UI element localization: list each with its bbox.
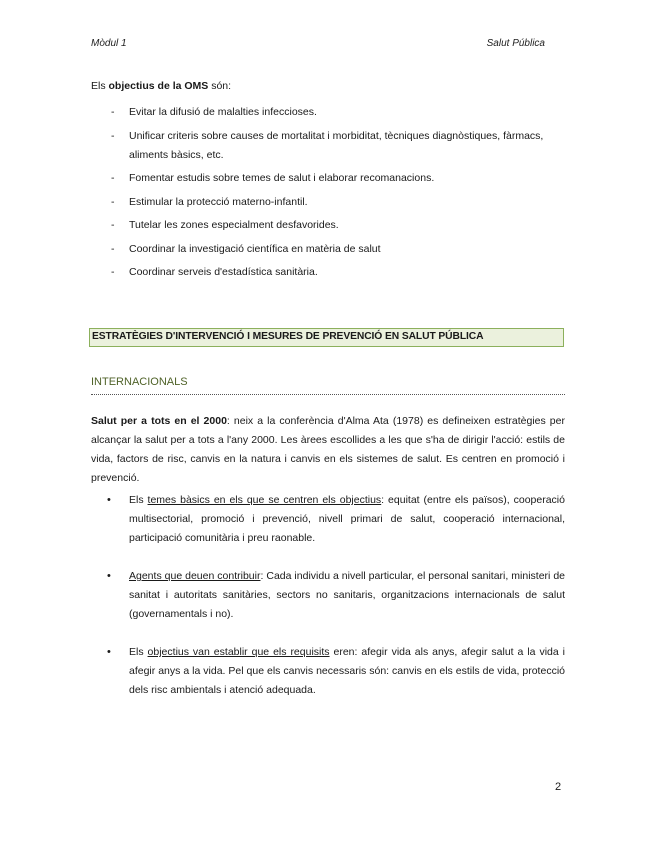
list-item-text: Fomentar estudis sobre temes de salut i elaborar recomanacions. (129, 172, 435, 184)
list-item (91, 216, 565, 235)
paragraph-bold: Salut per a tots en el 2000 (91, 415, 227, 427)
intro-bold: objectius de la OMS (108, 80, 209, 92)
bullet-pre: Els (129, 646, 148, 658)
paragraph (91, 412, 565, 488)
bullet-underlined: objectius van establir que els requisits (147, 646, 330, 658)
bullet-post: : equitat (entre els països), cooperació multisectorial, promoció i prevenció, nivell primari de salut, cooperació internacional, participació comunitària i preu raonable. (129, 494, 565, 544)
dash-marker: - (111, 106, 115, 118)
bullet-item (91, 567, 565, 624)
bullet-item (91, 643, 565, 700)
intro-prefix: Els (91, 80, 109, 92)
header-module: Mòdul 1 (91, 38, 127, 49)
objectives-list (91, 103, 565, 287)
bullet-underlined: temes bàsics en els que se centren els objectius (147, 494, 382, 506)
bullet-list (91, 491, 565, 719)
paragraph-text: : neix a la conferència d'Alma Ata (1978) es defineixen estratègies per alcançar la salut per a tots a l'any 2000. Les àrees escollides a les que s'ha de dirigir l'acció: estils de vida, factors de risc, canvis en la natura i canvis en els sistemes de salut. Es centren en promoció i prevenció. (91, 415, 565, 484)
list-item-text: Coordinar la investigació científica en matèria de salut (129, 242, 381, 255)
page-header (91, 38, 545, 49)
bullet-post: eren: afegir vida als anys, afegir salut a la vida i afegir anys a la vida. Pel que els canvis necessaris són: canvis en els estils de vida, protecció dels risc ambientals i atenció adequada. (129, 646, 565, 696)
section-title: ESTRATÈGIES D'INTERVENCIÓ I MESURES DE PREVENCIÓ EN SALUT PÚBLICA (89, 328, 564, 347)
bullet-marker: • (107, 646, 111, 658)
bullet-marker: • (107, 570, 111, 582)
list-item (91, 193, 565, 212)
sub-heading: INTERNACIONALS (91, 376, 565, 395)
list-item (91, 240, 565, 259)
list-item (91, 127, 565, 165)
header-subject: Salut Pública (486, 38, 545, 49)
bullet-underlined: Agents que deuen contribuir (129, 570, 261, 582)
objectives-intro (91, 80, 231, 92)
dash-marker: - (111, 129, 115, 142)
dash-marker: - (111, 242, 115, 255)
bullet-marker: • (107, 494, 111, 506)
list-item (91, 263, 565, 282)
list-item (91, 169, 565, 188)
bullet-post: : Cada individu a nivell particular, el personal sanitari, ministeri de sanitat i autoritats sanitàries, sectors no sanitaris, organitzacions internacionals de salut (governamentals i no). (129, 570, 565, 620)
dash-marker: - (111, 172, 115, 184)
list-item-text: Evitar la difusió de malalties infeccioses. (129, 106, 317, 118)
dash-marker: - (111, 266, 115, 278)
list-item-text: Estimular la protecció materno-infantil. (129, 195, 308, 208)
bullet-item (91, 491, 565, 548)
list-item (91, 103, 565, 122)
page-number: 2 (555, 781, 562, 793)
dash-marker: - (111, 219, 115, 231)
intro-suffix: són: (208, 80, 232, 92)
list-item-text: Tutelar les zones especialment desfavorides. (129, 219, 339, 231)
bullet-pre: Els (129, 494, 148, 506)
dash-marker: - (111, 195, 115, 208)
list-item-text: Unificar criteris sobre causes de mortalitat i morbiditat, tècniques diagnòstiques, fàrmacs, aliments bàsics, etc. (129, 129, 544, 161)
list-item-text: Coordinar serveis d'estadística sanitària. (129, 266, 318, 278)
